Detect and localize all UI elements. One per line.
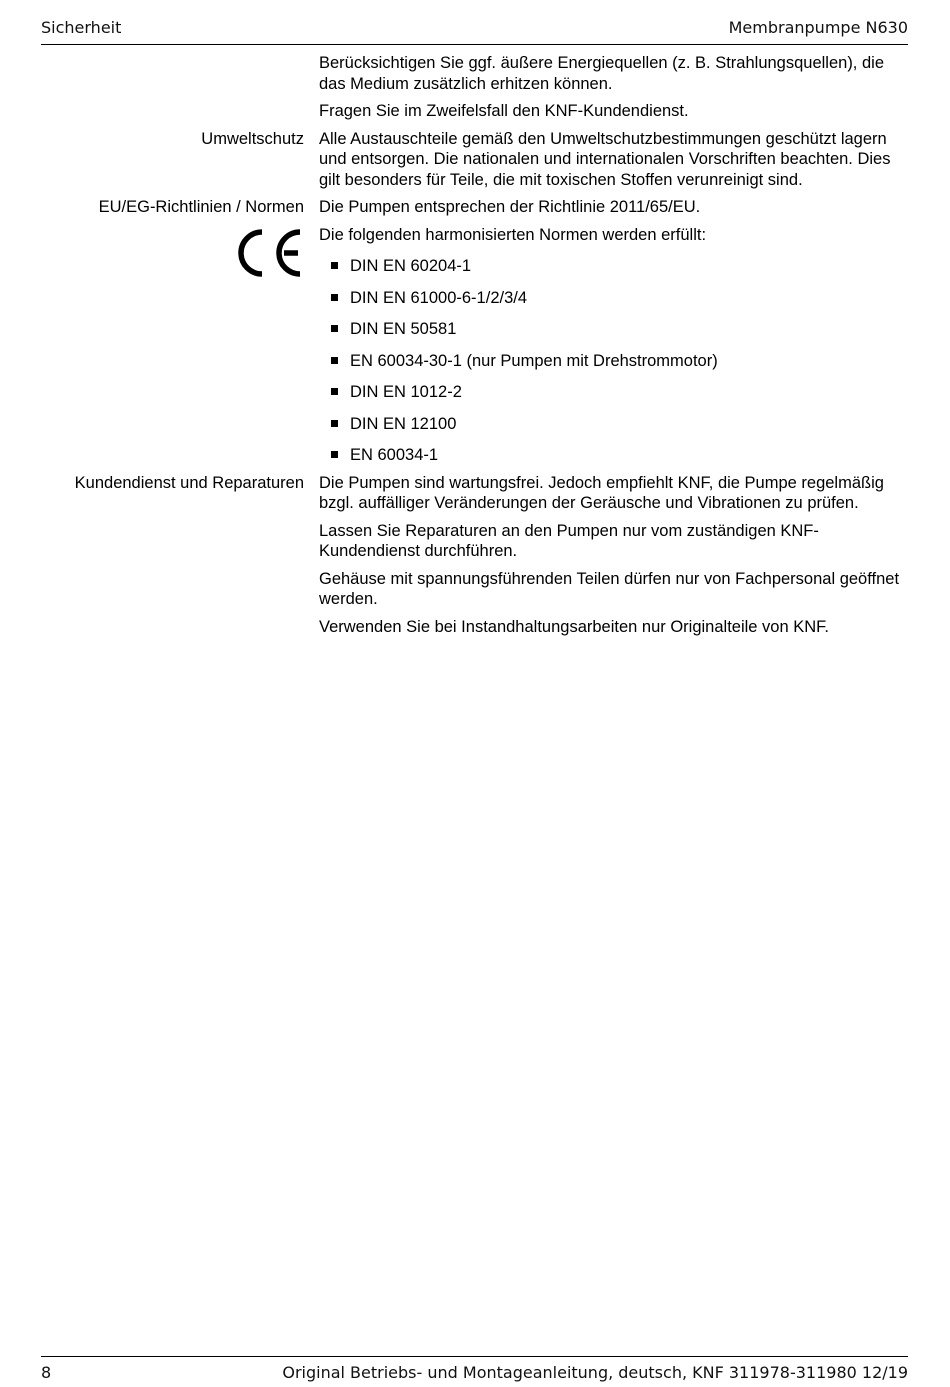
list-item xyxy=(319,445,909,466)
section-intro xyxy=(0,53,950,129)
header-section-title: Sicherheit xyxy=(41,18,122,37)
list-item xyxy=(319,288,909,309)
paragraph: Die Pumpen sind wartungsfrei. Jedoch empfiehlt KNF, die Pumpe regelmäßig bzgl. auffälliger Veränderungen der Geräusche und Vibrationen zu prüfen. xyxy=(319,473,884,512)
list-item xyxy=(319,414,909,435)
paragraph: Fragen Sie im Zweifelsfall den KNF-Kundendienst. xyxy=(319,102,689,120)
section-body xyxy=(319,473,909,645)
list-item-text: EN 60034-1 xyxy=(350,446,439,464)
paragraph: Verwenden Sie bei Instandhaltungsarbeiten nur Originalteile von KNF. xyxy=(319,617,829,636)
list-item-text: EN 60034-30-1 (nur Pumpen mit Drehstrommotor) xyxy=(350,351,718,370)
paragraph: Berücksichtigen Sie ggf. äußere Energiequellen (z. B. Strahlungsquellen), die das Medium zusätzlich erhitzen können. xyxy=(319,54,884,93)
bullet-square-icon xyxy=(331,262,338,269)
paragraph: Die folgenden harmonisierten Normen werden erfüllt: xyxy=(319,225,707,244)
section-umweltschutz xyxy=(0,129,950,198)
section-normen xyxy=(0,225,950,473)
section-body xyxy=(319,129,909,198)
list-item xyxy=(319,351,909,372)
bullet-square-icon xyxy=(331,451,338,458)
list-item-text: DIN EN 60204-1 xyxy=(350,257,472,275)
norms-list xyxy=(319,256,909,466)
ce-mark-column xyxy=(0,225,304,473)
section-eu-richtlinien xyxy=(0,197,950,225)
page-footer xyxy=(41,1356,908,1385)
section-label: Umweltschutz xyxy=(201,129,304,148)
section-label: Kundendienst und Reparaturen xyxy=(74,473,304,492)
section-label: EU/EG-Richtlinien / Normen xyxy=(98,198,304,216)
bullet-square-icon xyxy=(331,388,338,395)
bullet-square-icon xyxy=(331,325,338,332)
list-item-text: DIN EN 1012-2 xyxy=(350,383,462,401)
document-reference: Original Betriebs- und Montageanleitung, deutsch, KNF 311978-311980 12/19 xyxy=(282,1363,908,1382)
list-item-text: DIN EN 50581 xyxy=(350,320,457,338)
section-body xyxy=(319,225,909,473)
header-product-name: Membranpumpe N630 xyxy=(728,18,908,37)
paragraph: Alle Austauschteile gemäß den Umweltschutzbestimmungen geschützt lagern und entsorgen. Die nationalen und internationalen Vorschriften beachten. Dies gilt besonders für Teile, die mit toxischen Stoffen verunreinigt sind. xyxy=(319,129,891,189)
page-content xyxy=(0,53,950,644)
list-item-text: DIN EN 61000-6-1/2/3/4 xyxy=(350,288,528,307)
paragraph: Die Pumpen entsprechen der Richtlinie 2011/65/EU. xyxy=(319,198,701,216)
section-body xyxy=(319,197,909,225)
list-item xyxy=(319,319,909,340)
bullet-square-icon xyxy=(331,357,338,364)
section-kundendienst xyxy=(0,473,950,645)
list-item-text: DIN EN 12100 xyxy=(350,414,457,433)
section-body xyxy=(319,53,909,129)
page-header xyxy=(41,16,908,45)
list-item xyxy=(319,382,909,403)
bullet-square-icon xyxy=(331,294,338,301)
section-label-empty xyxy=(0,53,304,129)
list-item xyxy=(319,256,909,277)
paragraph: Gehäuse mit spannungsführenden Teilen dürfen nur von Fachpersonal geöffnet werden. xyxy=(319,569,900,608)
bullet-square-icon xyxy=(331,420,338,427)
page-number: 8 xyxy=(41,1363,52,1382)
paragraph: Lassen Sie Reparaturen an den Pumpen nur vom zuständigen KNF-Kundendienst durchführen. xyxy=(319,521,819,560)
ce-mark-icon xyxy=(234,228,304,278)
